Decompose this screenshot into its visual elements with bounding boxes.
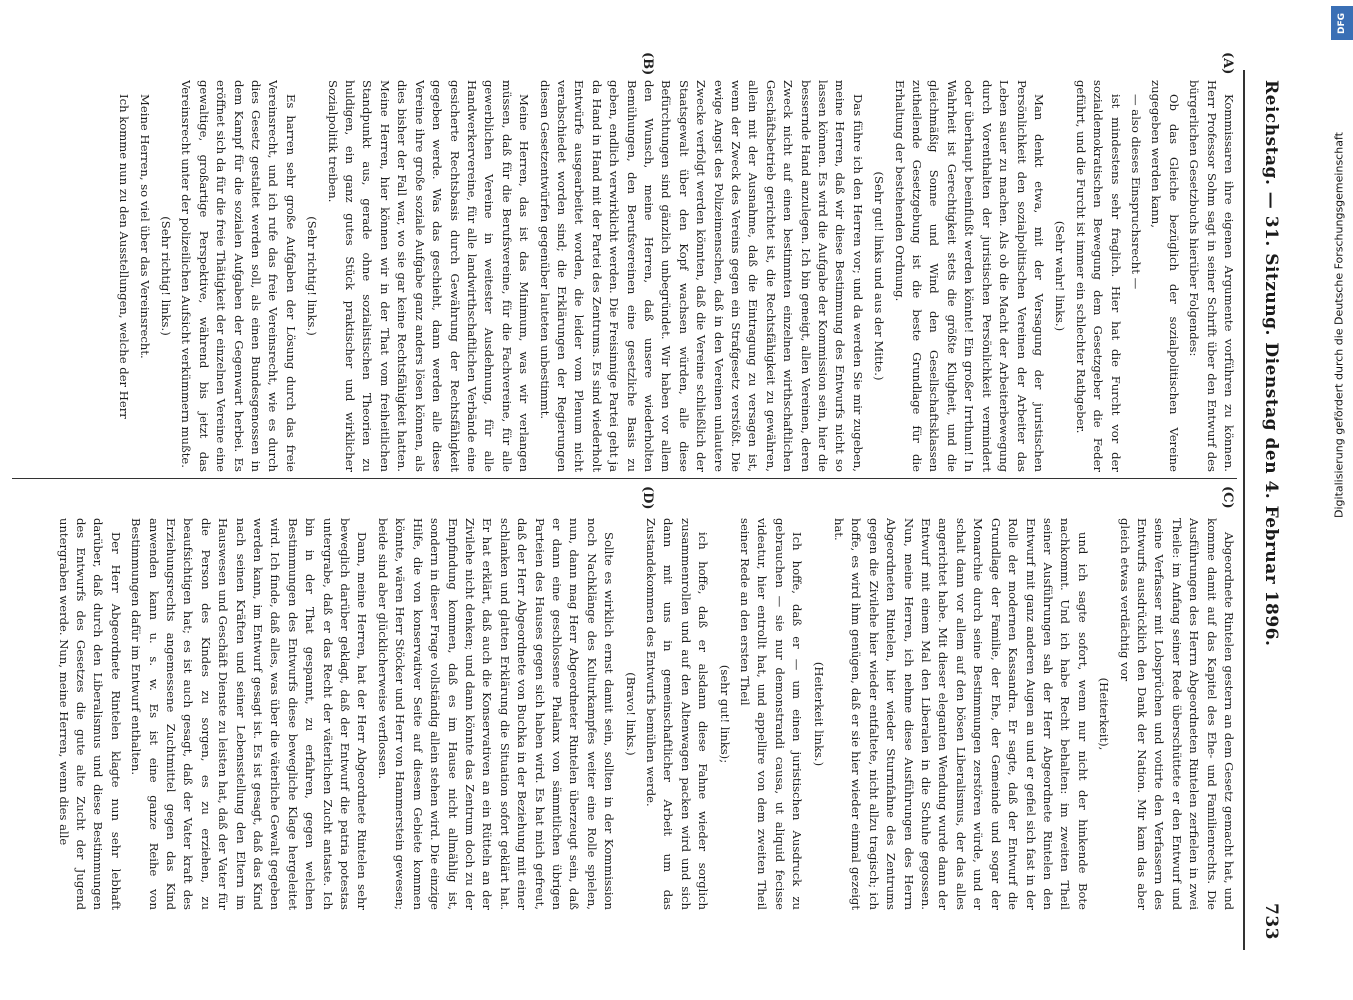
dfg-logo-text: DFG: [1337, 12, 1347, 34]
paragraph: Kommissaren ihre eigenen Argumente vorführen zu können. Herr Professor Sohm sagt in seiner Schrift über den Entwurf des bürgerlichen Gesetzbuchs hierüber Folgendes:: [1187, 80, 1236, 472]
paragraph: Ob das Gleiche bezüglich der sozialpolitischen Vereine zugegeben werden kann,: [1149, 80, 1181, 472]
paragraph: und ich sagte sofort, wenn nur nicht der hinkende Bote nachkommt. Und ich habe Recht behalten: im zweiten Theil seiner Ausführungen sah der Herr Abgeordnete Rintelen den Entwurf mit ganz anderen Augen an und er gefiel sich fast in der Rolle der modernen Kassandra. Er sagte, daß der Entwurf die Grundlage der Familie, der Ehe, der Gemeinde und sogar der Monarchie durch seine Bestimmungen zerstören würde, und er schalt dann vor allem auf den bösen Liberalismus, der das alles angerichtet habe. Mit dieser eleganten Wendung wurde dann der Entwurf mit einem Mal den Liberalen in die Schuhe gegossen. Nun, meine Herren, ich nehme diese Ausführungen des Herrn Abgeordneten Rintelen, hier wieder Sturmfahne des Zentrums gegen die Zivilehe hier wieder entfaltete, nicht allzu tragisch; ich hoffe, es wird ihm genügen, daß er sie hier wieder einmal gezeigt hat.: [832, 518, 1090, 910]
paragraph: (Sehr richtig! links.): [305, 216, 320, 336]
column-divider: [12, 478, 1237, 479]
paragraph: ich hoffe, daß er alsdann diese Fahne wieder sorglich zusammenrollen und auf den Altenwagen packen wird und sich dann mit uns in gemeinschaftlicher Arbeit um das Zustandekommen des Entwurfs bemühen werde.: [644, 518, 711, 910]
paragraph: (Heiterkeit),: [1097, 677, 1112, 751]
paragraph: (Bravo! links.): [623, 672, 638, 756]
funding-note-text: Digitalisierung gefördert durch die Deutsche Forschungsgemeinschaft: [1332, 132, 1346, 518]
funding-note: [1329, 10, 1349, 640]
dfg-logo: [1331, 6, 1353, 40]
paragraph: (Sehr gut! links und aus der Mitte.): [872, 171, 887, 381]
paragraph: Dann, meine Herren, hat der Herr Abgeordnete Rintelen sehr beweglich darüber geklagt, daß der Entwurf die patria potestas untergrabe, daß er das Recht der väterlichen Zucht antaste. Ich bin in der That gespannt, zu erfahren, gegen welchen Bestimmungen des Entwurfs diese bewegliche Klage hergeleitet wird. Ich finde, daß alles, was über die väterliche Gewalt gegeben werden kann, im Entwurf gesagt ist. Es ist gesagt, daß das Kind nach seinen Kräften und seiner Lebensstellung den Eltern im Hauswesen und Geschäft Dienste zu leisten hat, daß der Vater für die Person des Kindes zu sorgen, es zu erziehen, zu beaufsichtigen hat; es ist auch gesagt, daß der Vater kraft des Erziehungsrechts angemessene Zuchtmittel gegen das Kind anwenden kann u. s. w. Es ist eine ganze Reihe von Bestimmungen dafür im Entwurf enthalten.: [129, 518, 370, 910]
paragraph: Ich komme nun zu den Ausstellungen, welche der Herr: [117, 94, 132, 419]
marker-d: (D): [640, 486, 655, 510]
marker-b: (B): [640, 52, 655, 76]
header-rule: [1243, 70, 1245, 950]
paragraph: Das führe ich den Herren vor; und da werden Sie mir zugeben, meine Herren, daß wir diese Bestimmung des Entwurfs nicht so lassen können. Es wird die Aufgabe der Kommission sein, hier die bessernde Hand anzulegen. Ich bin geneigt, allen Vereinen, deren Zweck nicht auf einen bestimmten einzelnen wirthschaftlichen Geschäftsbetrieb gerichtet ist, die Rechtsfähigkeit zu gewähren, allein mit der Ausnahme, daß die Eintragung zu versagen ist, wenn der Zweck des Vereins gegen ein Strafgesetz verstößt. Die ewige Angst des Polizeimenschen, daß in den Vereinen unlautere Zwecke verfolgt werden könnten, daß die Vereine schließlich der Staatsgewalt über den Kopf wachsen würden, alle diese Befürchtungen sind gänzlich unbegründet. Wir haben vor allem den Wunsch, meine Herren, daß unsere wiederholten Bemühungen, den Berufsvereinen eine gesetzliche Basis zu geben, endlich verwirklicht werden. Die Freisinnige Partei geht ja da Hand in Hand mit der Partei des Zentrums. Es sind wiederholt Entwürfe ausgearbeitet worden, die leider vom Plenum nicht verabschiedet worden sind; die Erklärungen der Regierungen diesen Gesetzentwürfen gegenüber lauteten unbestimmt.: [537, 80, 865, 472]
paragraph: Meine Herren, das ist das Minimum, was wir verlangen müssen, daß für die Berufsvereine, für die Fachvereine, für alle gewerblichen Vereine in weitester Ausdehnung, für alle Handwerkervereine, für alle landwirthschaftlichen Verbände eine gesicherte Rechtsbasis durch Gewährung der Rechtsfähigkeit gegeben werde. Was das geschieht, dann werden alle diese Vereine ihre große soziale Aufgabe ganz anders lösen können, als dies bisher der Fall war, wo sie gar keine Rechtsfähigkeit hatten. Meine Herren, hier können wir in der That vom freiheitlichen Standpunkt aus, gerade ohne sozialistischen Theorien zu huldigen, ein ganz gutes Stück praktischer und wirklicher Sozialpolitik treiben.: [325, 80, 532, 472]
paragraph: Es harren sehr große Aufgaben der Lösung durch das freie Vereinsrecht, und ich rufe das freie Vereinsrecht, wie es durch dies Gesetz gestaltet werden soll, als einen Bundesgenossen in dem Kampf für die sozialen Aufgaben der Gegenwart herbei. Es eröffnet sich da für die freie Thätigkeit der einzelnen Vereine eine gewaltige, großartige Perspektive, während bis jetzt das Vereinsrecht unter der polizeilichen Aufsicht verkümmern mußte.: [179, 80, 298, 472]
paragraph: Ich hoffe, daß er — um einen juristischen Ausdruck zu gebrauchen — sie nur demonstrandi causa, ut aliquid fecisse videatur, hier entrollt hat, und appellire von dem zweiten Theil seiner Rede an den ersten Theil: [738, 518, 805, 910]
paragraph: (Sehr wahr! links.): [1053, 220, 1068, 332]
right-column: [12, 518, 1237, 910]
paragraph: (sehr gut! links);: [717, 664, 732, 764]
paragraph: Abgeordnete Rintelen gestern an dem Gesetz gemacht hat, und komme damit auf das Kapitel des Ehe- und Familienrechts. Die Ausführungen des Herrn Abgeordneten Rintelen zerfielen in zwei Theile: im Anfang seiner Rede überschüttete er den Entwurf und seine Verfasser mit Lobsprüchen und votirte den Verfassern des Entwurfs ausdrücklich den Dank der Nation. Mir kam das aber gleich etwas verdächtig vor: [1117, 518, 1236, 910]
marker-c: (C): [1220, 486, 1235, 509]
header-title: Reichstag. — 31. Sitzung. Dienstag den 4. Februar 1896.: [1261, 80, 1281, 647]
marker-a: (A): [1220, 52, 1235, 75]
paragraph: Sollte es wirklich ernst damit sein, sollten in der Kommission noch Nachklänge des Kulturkampfes weiter eine Rolle spielen, nun, dann mag Herr Abgeordneter Rintelen überzeugt sein, daß er dann eine geschlossene Phalanx von sämmtlichen übrigen Parteien des Hauses gegen sich haben wird. Es hat mich gefreut, daß der Herr Abgeordnete von Buchka in der Beziehung mit einer schlanken und glatten Erklärung die Situation sofort geklärt hat. Er hat erklärt, daß auch die Konservativen an ein Rütteln an der Zivilehe nicht denken; und dann könnte das Zentrum doch zu der Empfindung kommen, daß es im Hause nicht allmählig ist, sondern in dieser Frage vollständig allein stehen wird. Die einzige Hilfe, die von konservativer Seite auf diesem Gebiete kommen könnte, wären Herr Stöcker und Herr von Hammerstein gewesen; beide sind aber glücklicherweise verflossen.: [375, 518, 617, 910]
paragraph: (Sehr richtig! links.): [159, 216, 174, 336]
page-header: [1247, 80, 1295, 940]
left-column: [12, 80, 1237, 472]
paragraph: ist mindestens sehr fraglich. Hier hat die Furcht vor der sozialdemokratischen Bewegung dem Gesetzgeber die Feder geführt, und die Furcht ist immer ein schlechter Rathgeber.: [1073, 80, 1123, 472]
paragraph: (Heiterkeit links.): [811, 661, 826, 767]
paragraph: Meine Herren, so viel über das Vereinsrecht.: [137, 94, 152, 359]
page-number: 733: [1261, 903, 1281, 940]
paragraph: — also dieses Einspruchsrecht —: [1128, 94, 1143, 290]
paragraph: Man denkt etwa, mit der Versagung der juristischen Persönlichkeit den sozialpolitischen Vereinen der Arbeiter das Leben sauer zu machen. Als ob die Macht der Arbeiterbewegung durch Vorenthalten der juristischen Persönlichkeit vermindert oder überhaupt beeinflußt werden könnte! Ein großer Irrthum! In Wahrheit ist Gerechtigkeit stets die größte Klugheit, und die gleichmäßig Sonne und Wind den Gesellschaftsklassen zutheilende Gesetzgebung ist die beste Grundlage für die Erhaltung der bestehenden Ordnung.: [892, 80, 1046, 472]
paragraph: Der Herr Abgeordnete Rintelen klagte nun sehr lebhaft darüber, daß durch den Liberalismus und diese Bestimmungen des Entwurfs des Gesetzes die gute alte Zucht der Jugend untergraben werde. Nun, meine Herren, wenn dies alle: [56, 518, 123, 910]
